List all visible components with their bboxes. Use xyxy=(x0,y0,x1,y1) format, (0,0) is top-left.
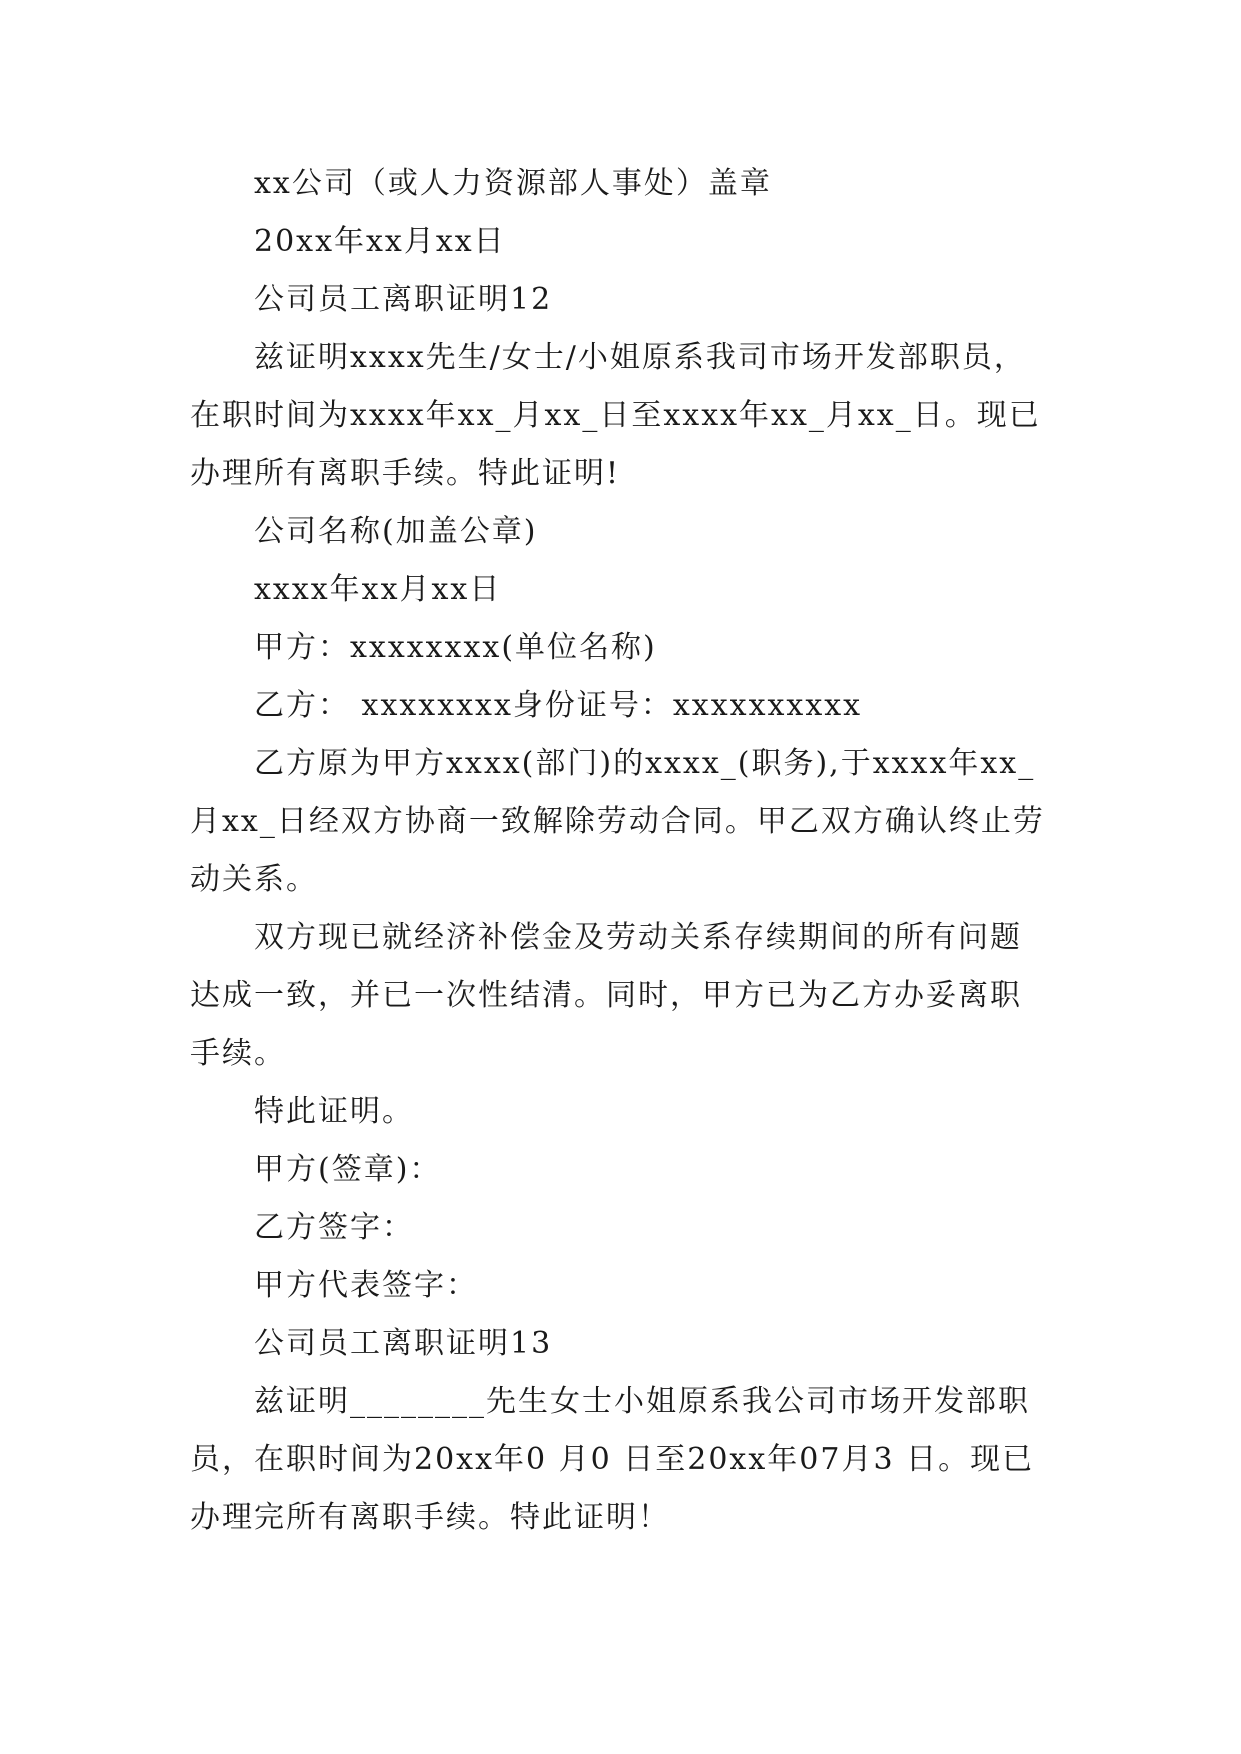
termination-paragraph: 乙方原为甲方xxxx(部门)的xxxx_(职务),于xxxx年xx_月xx_日经双方协商一致解除劳动合同。甲乙双方确认终止劳动关系。 xyxy=(190,746,1045,897)
certificate-paragraph-13: 兹证明________先生女士小姐原系我公司市场开发部职员，在职时间为20xx年0 月0 日至20xx年07月3 日。现已办理完所有离职手续。特此证明！ xyxy=(190,1384,1035,1535)
party-a-line: 甲方：xxxxxxxx(单位名称) xyxy=(254,630,657,665)
settlement-paragraph: 双方现已就经济补偿金及劳动关系存续期间的所有问题达成一致，并已一次性结清。同时，甲方已为乙方办妥离职手续。 xyxy=(190,920,1022,1071)
hereby-certify-line: 特此证明。 xyxy=(254,1094,414,1129)
section-title-12: 公司员工离职证明12 xyxy=(254,282,553,317)
date-line-2: xxxx年xx月xx日 xyxy=(254,572,502,607)
party-b-line: 乙方： xxxxxxxx身份证号：xxxxxxxxxx xyxy=(254,688,863,723)
certificate-paragraph-12: 兹证明xxxx先生/女士/小姐原系我司市场开发部职员，在职时间为xxxx年xx_月xx_日至xxxx年xx_月xx_日。现已办理所有离职手续。特此证明! xyxy=(190,340,1041,491)
section-title-13: 公司员工离职证明13 xyxy=(254,1326,553,1361)
company-seal-line: xx公司（或人力资源部人事处）盖章 xyxy=(254,166,772,201)
document-body xyxy=(190,155,1050,1547)
company-name-line: 公司名称(加盖公章) xyxy=(254,514,538,549)
party-b-signature-line: 乙方签字： xyxy=(254,1210,414,1245)
party-a-seal-line: 甲方(签章)： xyxy=(254,1152,442,1187)
party-a-representative-line: 甲方代表签字： xyxy=(254,1268,478,1303)
date-line: 20xx年xx月xx日 xyxy=(254,224,506,259)
